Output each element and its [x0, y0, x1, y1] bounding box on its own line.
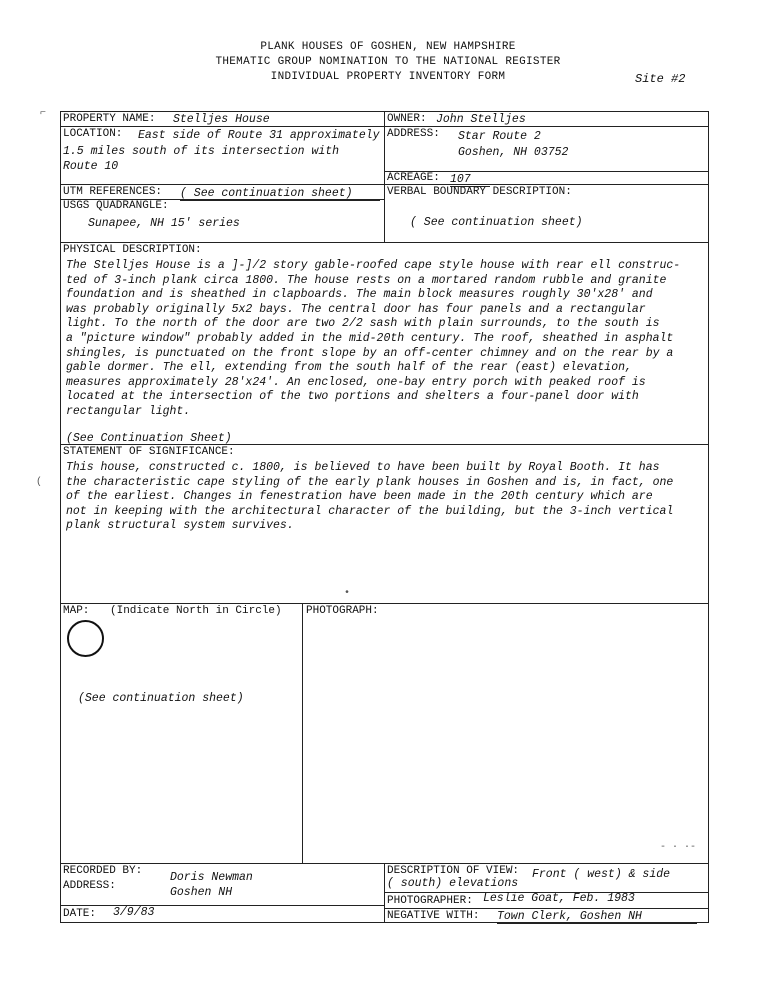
photograph-label: PHOTOGRAPH: [306, 605, 379, 617]
text-line: was probably originally 5x2 bays. The central door has four panels and a rectangular [66, 302, 646, 316]
owner-address-label: ADDRESS: [387, 128, 440, 140]
usgs-value: Sunapee, NH 15' series [88, 217, 240, 230]
photographer-value: Leslie Goat, Feb. 1983 [483, 892, 635, 905]
form-left-border [60, 111, 61, 923]
view-description-value1: Front ( west) & side [532, 868, 671, 881]
negative-label: NEGATIVE WITH: [387, 910, 480, 922]
location-line3: Route 10 [63, 160, 119, 173]
physical-continuation-note: (See Continuation Sheet) [66, 432, 232, 445]
scan-mark: - · ·- [660, 842, 697, 853]
form-title-line2: THEMATIC GROUP NOMINATION TO THE NATIONAL REGISTER [215, 56, 561, 68]
text-line: measures approximately 28'x24'. An enclosed, one-bay entry porch with peaked roof is [66, 375, 646, 389]
location-line2: 1.5 miles south of its intersection with [63, 145, 340, 158]
owner-value: John Stelljes [436, 113, 696, 127]
date-value: 3/9/83 [113, 906, 155, 919]
text-line: foundation and is sheathed in clapboards. The main block measures roughly 30'x28' and [66, 288, 653, 302]
site-number: Site #2 [635, 72, 686, 86]
location-line1: East side of Route 31 approximately [138, 129, 380, 142]
text-line: ted of 3-inch plank circa 1800. The house rests on a mortared random rubble and granite [66, 273, 667, 287]
form-right-border [708, 111, 709, 923]
utm-value: ( See continuation sheet) [180, 187, 380, 201]
text-line: the characteristic cape styling of the early plank houses in Goshen and is, in fact, one [66, 475, 674, 489]
row-divider [60, 242, 708, 243]
text-line: gable dormer. The ell, extending from the south half of the rear (east) elevation, [66, 361, 632, 375]
text-line: This house, constructed c. 1800, is believed to have been built by Royal Booth. It has [66, 461, 660, 474]
owner-label: OWNER: [387, 113, 427, 125]
negative-value: Town Clerk, Goshen NH [497, 910, 697, 924]
text-line: located at the intersection of the two portions and shelters a four-panel door with [66, 390, 639, 404]
view-description-label: DESCRIPTION OF VIEW: [387, 865, 520, 877]
photographer-label: PHOTOGRAPHER: [387, 895, 473, 907]
top-section-divider [384, 111, 385, 242]
location-label: LOCATION: [63, 128, 123, 140]
usgs-label: USGS QUADRANGLE: [63, 200, 169, 212]
row-divider [60, 184, 708, 185]
date-label: DATE: [63, 908, 97, 920]
utm-label: UTM REFERENCES: [63, 186, 163, 198]
property-name-label: PROPERTY NAME: [63, 113, 156, 125]
physical-description-text [66, 259, 680, 420]
text-line: not in keeping with the architectural character of the building, but the 3-inch vertical [66, 504, 674, 518]
verbal-boundary-label: VERBAL BOUNDARY DESCRIPTION: [387, 186, 572, 198]
map-photo-divider [302, 603, 303, 863]
property-name-value: Stelljes House [173, 113, 373, 127]
text-line: shingles, is punctuated on the front slope by an off-center chimney and on the rear by a [66, 346, 674, 360]
recorder-address-label: ADDRESS: [63, 880, 116, 892]
text-line: The Stelljes House is a ]-]/2 story gable-roofed cape style house with rear ell construc- [66, 259, 681, 272]
owner-address-line1: Star Route 2 [458, 130, 541, 143]
text-line: plank structural system survives. [66, 519, 294, 533]
scan-mark: ( [36, 477, 43, 488]
form-title-line1: PLANK HOUSES OF GOSHEN, NEW HAMPSHIRE [260, 41, 516, 53]
text-line: light. To the north of the door are two 2/2 sash with plain surrounds, to the south is [66, 317, 660, 331]
north-circle [67, 620, 104, 657]
form-title-line3: INDIVIDUAL PROPERTY INVENTORY FORM [270, 71, 506, 83]
physical-description-label: PHYSICAL DESCRIPTION: [63, 244, 202, 256]
significance-label: STATEMENT OF SIGNIFICANCE: [63, 446, 235, 458]
row-divider [60, 905, 384, 906]
view-description-value2: ( south) elevations [387, 877, 519, 890]
significance-text [66, 461, 673, 534]
owner-address-line2: Goshen, NH 03752 [458, 146, 569, 159]
map-note: (See continuation sheet) [78, 692, 244, 705]
map-instruction: (Indicate North in Circle) [110, 605, 282, 617]
row-divider [384, 908, 708, 909]
acreage-value: 107 [450, 173, 490, 187]
scan-mark: • [344, 588, 351, 599]
recorded-by-value: Doris Newman [170, 871, 253, 884]
scan-mark: ⌐ [40, 108, 47, 119]
row-divider [60, 603, 708, 604]
acreage-label: ACREAGE: [387, 172, 440, 184]
text-line: of the earliest. Changes in fenestration have been made in the 20th century which are [66, 490, 653, 504]
text-line: rectangular light. [66, 404, 191, 418]
recorder-address-value: Goshen NH [170, 886, 233, 899]
verbal-boundary-value: ( See continuation sheet) [410, 216, 583, 229]
map-label: MAP: [63, 605, 90, 617]
text-line: a "picture window" probably added in the mid-20th century. The roof, sheathed in asphalt [66, 331, 674, 345]
recorded-by-label: RECORDED BY: [63, 865, 143, 877]
